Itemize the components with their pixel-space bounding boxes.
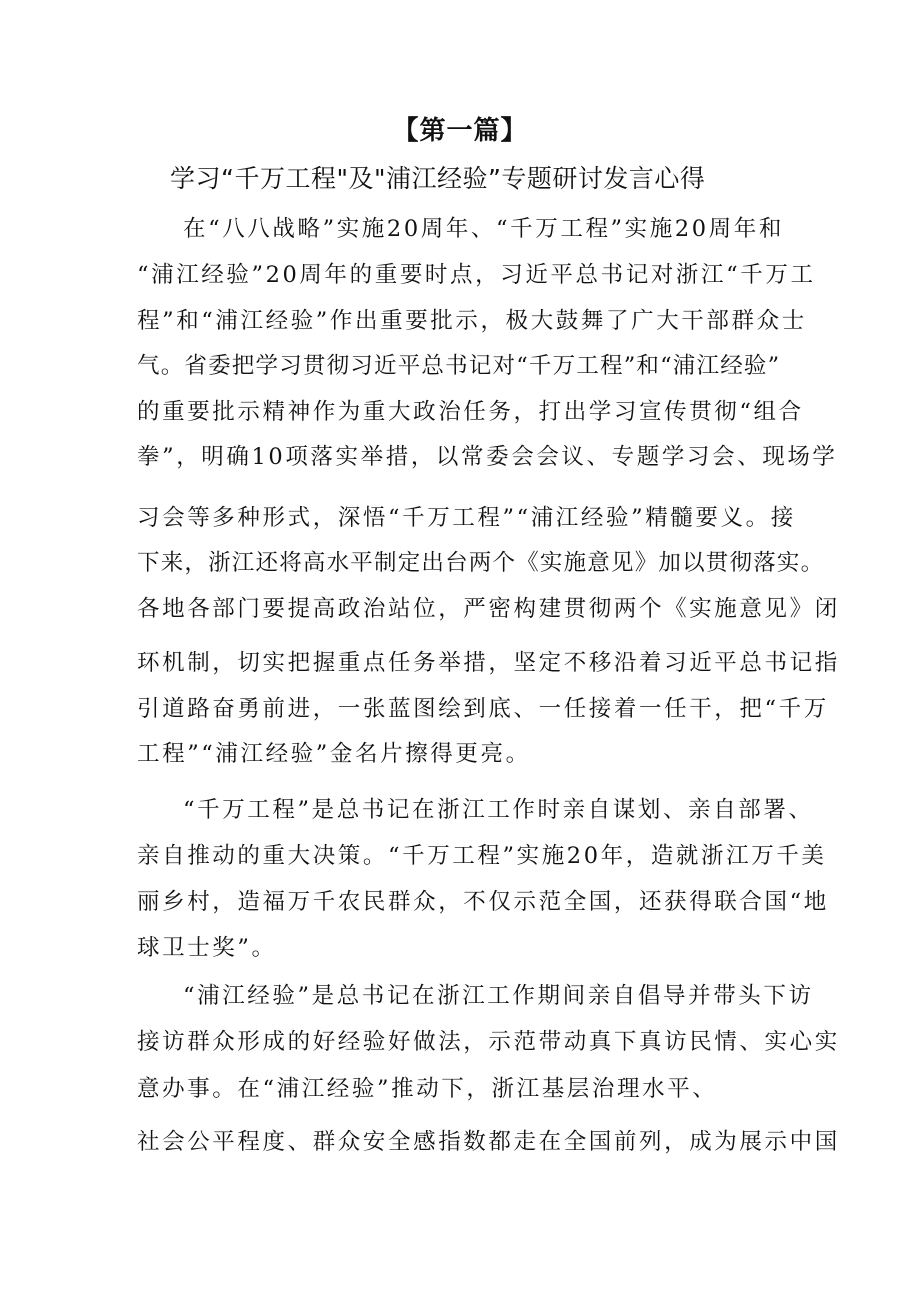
- paragraph-line: 环机制，切实把握重点任务举措，坚定不移沿着习近平总书记指: [137, 650, 840, 676]
- paragraph-line: 工程”“浦江经验”金名片擦得更亮。: [137, 741, 531, 767]
- paragraph-line: “千万工程”是总书记在浙江工作时亲自谋划、亲自部署、: [183, 797, 814, 823]
- paragraph-line: 社会公平程度、群众安全感指数都走在全国前列，成为展示中国: [137, 1129, 840, 1155]
- paragraph-line: 意办事。在“浦江经验”推动下，浙江基层治理水平、: [137, 1076, 718, 1102]
- paragraph-line: 亲自推动的重大决策。“千万工程”实施20年，造就浙江万千美: [137, 843, 827, 869]
- paragraph-line: 接访群众形成的好经验好做法，示范带动真下真访民情、实心实: [137, 1029, 840, 1055]
- paragraph-line: 引道路奋勇前进，一张蓝图绘到底、一任接着一任干，把“千万: [137, 696, 829, 722]
- paragraph-line: 程”和“浦江经验”作出重要批示，极大鼓舞了广大干部群众士: [137, 308, 807, 334]
- paragraph-line: “浦江经验”20周年的重要时点，习近平总书记对浙江“千万工: [137, 262, 816, 288]
- paragraph-line: 习会等多种形式，深悟“千万工程”“浦江经验”精髓要义。接: [137, 505, 796, 531]
- section-heading: 【第一篇】: [392, 116, 528, 146]
- paragraph-line: 在“八八战略”实施20周年、“千万工程”实施20周年和: [183, 216, 784, 242]
- paragraph-line: 丽乡村，造福万千农民群众，不仅示范全国，还获得联合国“地: [137, 889, 829, 915]
- paragraph-line: 气。省委把学习贯彻习近平总书记对“千万工程”和“浦江经验”: [137, 353, 781, 379]
- paragraph-line: 球卫士奖”。: [137, 935, 277, 961]
- paragraph-line: 拳”，明确10项落实举措，以常委会会议、专题学习会、现场学: [137, 444, 838, 470]
- paragraph-line: “浦江经验”是总书记在浙江工作期间亲自倡导并带头下访: [183, 983, 814, 1009]
- paragraph-line: 的重要批示精神作为重大政治任务，打出学习宣传贯彻“组合: [137, 399, 804, 425]
- paragraph-line: 各地各部门要提高政治站位，严密构建贯彻两个《实施意见》闭: [137, 596, 840, 622]
- paragraph-line: 下来，浙江还将高水平制定出台两个《实施意见》加以贯彻落实。: [137, 550, 825, 576]
- document-title: 学习“千万工程"及"浦江经验”专题研讨发言心得: [170, 164, 706, 193]
